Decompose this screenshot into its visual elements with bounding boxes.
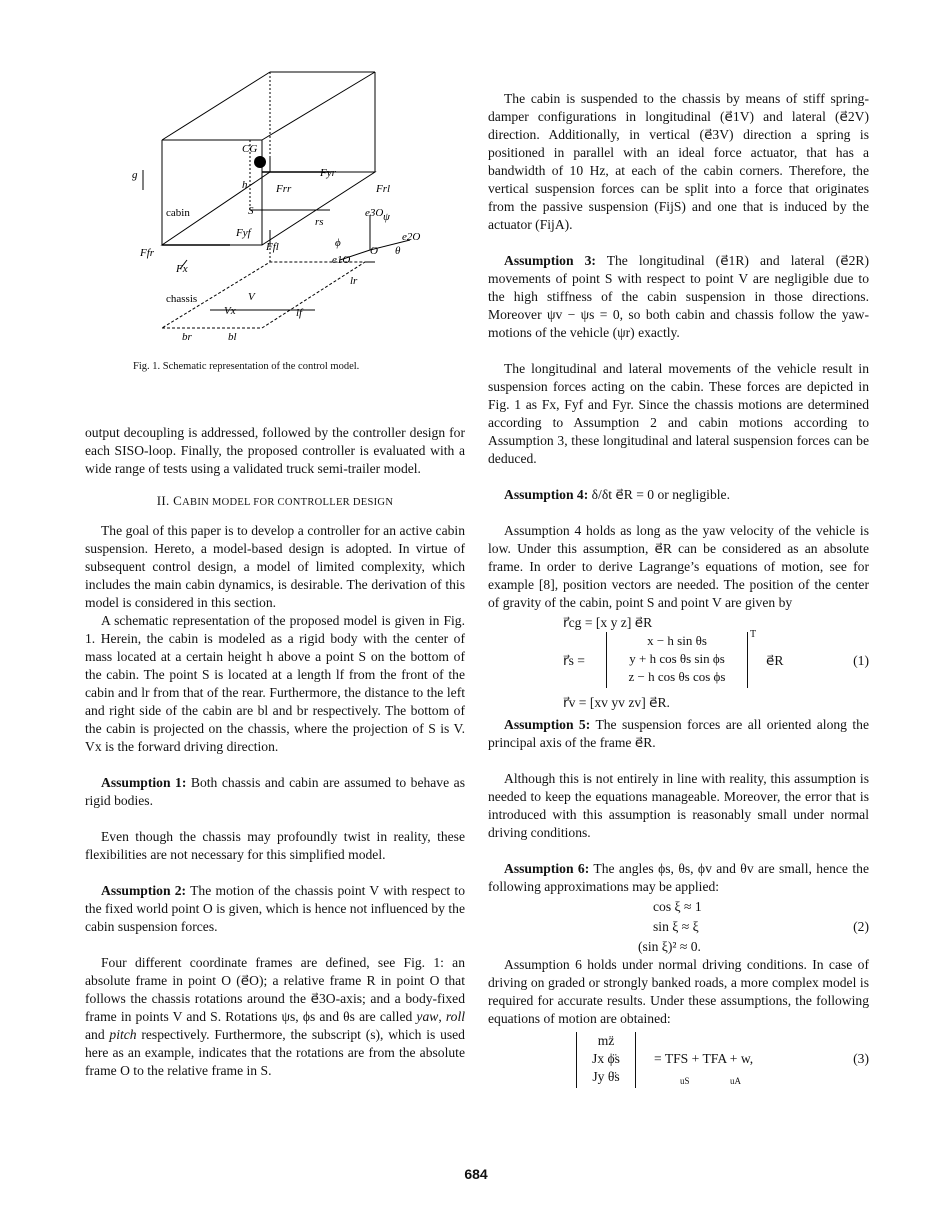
center-of-gravity-marker — [254, 156, 266, 168]
equation-2: cos ξ ≈ 1 sin ξ ≈ ξ (sin ξ)² ≈ 0. (2) — [638, 899, 869, 954]
assumption-2: Assumption 2: The motion of the chassis point V with respect to the fixed world point O is given, which is hence not influenced by the cabin suspension forces. — [85, 883, 465, 934]
label-phi: ϕ — [335, 237, 341, 249]
equation-3: mz̈ Jx ϕ̈s Jy θ̈s = TFS + TFA + w, uS uA (3) — [488, 1030, 869, 1098]
label-frl: Frl — [376, 183, 391, 195]
right-paragraph-2: The longitudinal and lateral movements of the vehicle result in suspension forces acting on the cabin. These forces are depicted in Fig. 1 as Fx, Fyf and Fyr. Since the chassis motions are determined according to Assumption 2 and cabin motions according to Assumption 3, these longitudinal and lateral suspension forces can be deduced. — [488, 361, 869, 466]
label-rs: rs — [315, 216, 324, 228]
label-lf: lf — [296, 307, 303, 319]
left-column — [85, 424, 465, 1080]
label-h: h — [242, 179, 248, 191]
assumption-4: Assumption 4: δ/δt e⃗R = 0 or negligible. — [504, 487, 730, 502]
right-paragraph-4: Although this is not entirely in line with reality, this assumption is needed to keep the equations manageable. Moreover, the error that is introduced with this assumption is reasonably small under normal driving conditions. — [488, 771, 869, 840]
left-paragraph-2: The goal of this paper is to develop a controller for an active cabin suspension. Hereto, a model-based design is adopted. In virtue of subsequent control design, a model of limited complexity, which includes the main cabin dynamics, is desirable. The derivation of this model is considered in this section. — [85, 523, 465, 610]
label-br: br — [182, 331, 192, 343]
figure-caption: Fig. 1. Schematic representation of the control model. — [133, 361, 360, 372]
label-fyf: Fyf — [236, 227, 251, 239]
label-e1o: e1O — [332, 254, 351, 266]
label-cg: CG — [242, 143, 258, 155]
left-paragraph-5: Four different coordinate frames are defined, see Fig. 1: an absolute frame in point O (e⃗O); a relative frame R in point O that follows the chassis rotations around the e⃗3O-axis; and a body-fixed frame in points V and S. Rotations ψs, ϕs and θs are called yaw, roll and pitch respectively. Furthermore, the subscript (s), which is used here as an example, indicates that the rotations are from the absolute frame O to the relative frame in S. — [85, 955, 466, 1078]
label-psi: ψ — [383, 211, 390, 223]
label-e3o: e3O — [365, 207, 384, 219]
right-column — [488, 90, 869, 1098]
assumption-6: Assumption 6: The angles ϕs, θs, ϕv and θv are small, hence the following approximations may be applied: — [488, 861, 869, 894]
label-s: S — [248, 205, 254, 217]
label-frr: Frr — [276, 183, 292, 195]
right-paragraph-1: The cabin is suspended to the chassis by means of stiff spring-damper configurations in longitudinal (e⃗1V) and lateral (e⃗2V) direction. Additionally, in vertical (e⃗3V) direction a spring is positioned in parallel with an ideal force actuator, that has a bandwidth of 10 Hz, at each of the cabin corners. Therefore, the vertical suspension forces can be split into a force that originates from the passive suspension (FijS) and one that is induced by the actuator (FijA). — [488, 91, 869, 232]
label-vx: Vx — [224, 305, 236, 317]
eq1-matrix: x − h sin θs y + h cos θs sin ϕs z − h cos θs cos ϕs — [606, 632, 748, 688]
page-number: 684 — [464, 1166, 488, 1182]
left-paragraph-3: A schematic representation of the proposed model is given in Fig. 1. Herein, the cabin is modeled as a rigid body with the center of mass located at a certain height h above a point S on the bottom of the cabin. The point S is located at a length lf from the front of the cabin and lr from that of the rear. Furthermore, the distance to the left and right side of the cabin are bl and br respectively. The bottom of the cabin is projected on the chassis, where the projection of S is V. Vx is the forward driving direction. — [85, 613, 465, 754]
label-cabin: cabin — [166, 207, 190, 219]
label-bl: bl — [228, 331, 237, 343]
label-e2o: e2O — [402, 231, 421, 243]
label-fyr: Fyr — [320, 167, 336, 179]
eq3-vector: mz̈ Jx ϕ̈s Jy θ̈s — [576, 1032, 636, 1088]
assumption-5: Assumption 5: The suspension forces are all oriented along the principal axis of the frame e⃗R. — [488, 717, 869, 750]
label-fx: Fx — [176, 263, 188, 275]
section-heading: II. CABIN MODEL FOR CONTROLLER DESIGN — [156, 493, 394, 508]
label-chassis: chassis — [166, 293, 198, 305]
label-lr: lr — [350, 275, 358, 287]
left-paragraph-1: output decoupling is addressed, followed by the controller design for each SISO-loop. Finally, the proposed controller is evaluated with a wide range of tests using a validated truck semi-trailer model. — [85, 425, 465, 476]
label-theta: θ — [395, 245, 401, 257]
assumption-3: Assumption 3: The longitudinal (e⃗1R) and lateral (e⃗2R) movements of point S with respect to point V are negligible due to the high stiffness of the cabin suspension in those directions. Moreover ψv − ψs = 0, so both cabin and chassis follow the yaw-motions of the vehicle (ψr) exactly. — [488, 253, 869, 340]
equation-1: r⃗cg = [x y z] e⃗R r⃗s = x − h sin θs y + h cos θs sin ϕs z − h cos θs cos ϕs T e⃗R r⃗v = [xv yv zv] e⃗R. (1) — [563, 615, 869, 710]
label-ffr: Ffr — [140, 247, 155, 259]
right-paragraph-3: Assumption 4 holds as long as the yaw velocity of the vehicle is low. Under this assumption, e⃗R can be considered as an absolute frame. In order to derive Lagrange’s equations of motion, see for example [8], position vectors are needed. The position of the center of gravity of the cabin, point S and point V are given by — [488, 523, 869, 610]
label-v: V — [248, 291, 255, 303]
right-paragraph-5: Assumption 6 holds under normal driving conditions. In case of driving on graded or strongly banked roads, a more complex model is required for accurate results. Under these assumptions, the following equations of motion are obtained: — [488, 957, 869, 1026]
schematic-figure — [130, 70, 430, 360]
assumption-1: Assumption 1: Both chassis and cabin are assumed to behave as rigid bodies. — [85, 775, 465, 808]
label-ffl: Ffl — [266, 241, 279, 253]
left-paragraph-4: Even though the chassis may profoundly twist in reality, these flexibilities are not necessary for this simplified model. — [85, 829, 465, 862]
label-g: g — [132, 169, 138, 181]
label-o: O — [370, 245, 378, 257]
